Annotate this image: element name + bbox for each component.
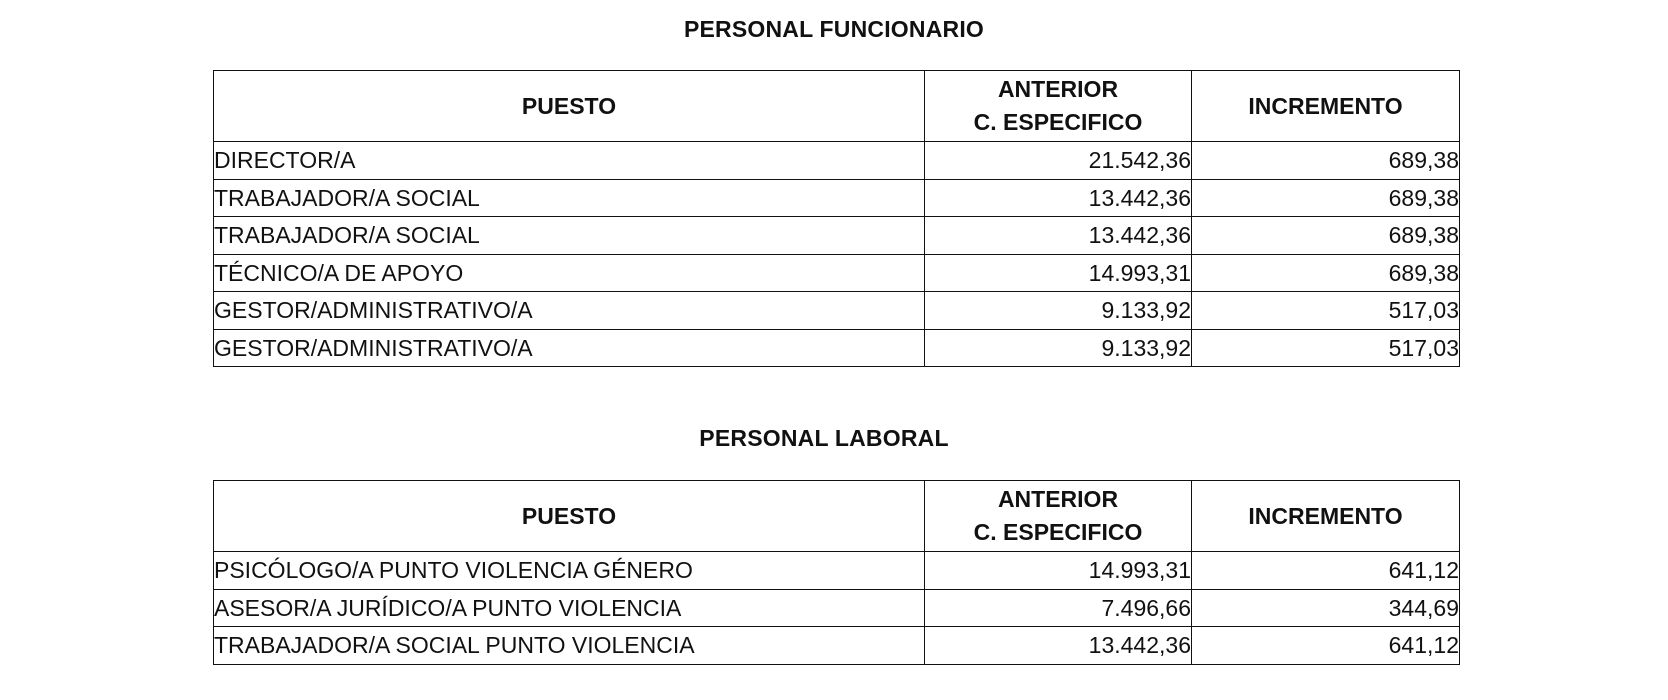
cell-anterior: 14.993,31 [925, 254, 1192, 292]
table-row [214, 292, 1460, 330]
table-row [214, 329, 1460, 367]
header-anterior-line1: ANTERIOR [997, 486, 1119, 512]
table-row [214, 179, 1460, 217]
table-row [214, 142, 1460, 180]
table-header-row [214, 71, 1460, 142]
cell-puesto: PSICÓLOGO/A PUNTO VIOLENCIA GÉNERO [214, 552, 925, 590]
table-row [214, 552, 1460, 590]
cell-incremento: 517,03 [1192, 329, 1460, 367]
cell-puesto: TÉCNICO/A DE APOYO [214, 254, 925, 292]
cell-puesto: ASESOR/A JURÍDICO/A PUNTO VIOLENCIA [214, 589, 925, 627]
cell-anterior: 13.442,36 [925, 627, 1192, 665]
header-anterior-line1: ANTERIOR [997, 76, 1119, 102]
table-row [214, 217, 1460, 255]
cell-anterior: 9.133,92 [925, 292, 1192, 330]
table-row [214, 589, 1460, 627]
header-anterior-line2: C. ESPECIFICO [973, 109, 1143, 135]
cell-puesto: GESTOR/ADMINISTRATIVO/A [214, 292, 925, 330]
cell-anterior: 13.442,36 [925, 217, 1192, 255]
cell-anterior: 14.993,31 [925, 552, 1192, 590]
cell-incremento: 689,38 [1192, 142, 1460, 180]
cell-incremento: 689,38 [1192, 254, 1460, 292]
header-anterior [925, 481, 1192, 552]
header-anterior [925, 71, 1192, 142]
cell-puesto: TRABAJADOR/A SOCIAL [214, 179, 925, 217]
section-title-funcionario: PERSONAL FUNCIONARIO [683, 16, 985, 42]
table-row [214, 627, 1460, 665]
cell-incremento: 689,38 [1192, 179, 1460, 217]
cell-puesto: TRABAJADOR/A SOCIAL [214, 217, 925, 255]
cell-anterior: 13.442,36 [925, 179, 1192, 217]
section-title-laboral: PERSONAL LABORAL [699, 425, 949, 451]
cell-incremento: 641,12 [1192, 552, 1460, 590]
cell-anterior: 9.133,92 [925, 329, 1192, 367]
cell-incremento: 517,03 [1192, 292, 1460, 330]
header-puesto: PUESTO [214, 71, 925, 142]
cell-puesto: TRABAJADOR/A SOCIAL PUNTO VIOLENCIA [214, 627, 925, 665]
header-incremento: INCREMENTO [1192, 481, 1460, 552]
table-header-row [214, 481, 1460, 552]
cell-incremento: 344,69 [1192, 589, 1460, 627]
cell-puesto: GESTOR/ADMINISTRATIVO/A [214, 329, 925, 367]
table-personal-funcionario [213, 70, 1460, 367]
cell-incremento: 689,38 [1192, 217, 1460, 255]
cell-anterior: 7.496,66 [925, 589, 1192, 627]
header-incremento: INCREMENTO [1192, 71, 1460, 142]
cell-anterior: 21.542,36 [925, 142, 1192, 180]
header-anterior-line2: C. ESPECIFICO [973, 519, 1143, 545]
cell-incremento: 641,12 [1192, 627, 1460, 665]
table-row [214, 254, 1460, 292]
cell-puesto: DIRECTOR/A [214, 142, 925, 180]
header-puesto: PUESTO [214, 481, 925, 552]
table-personal-laboral [213, 480, 1460, 665]
